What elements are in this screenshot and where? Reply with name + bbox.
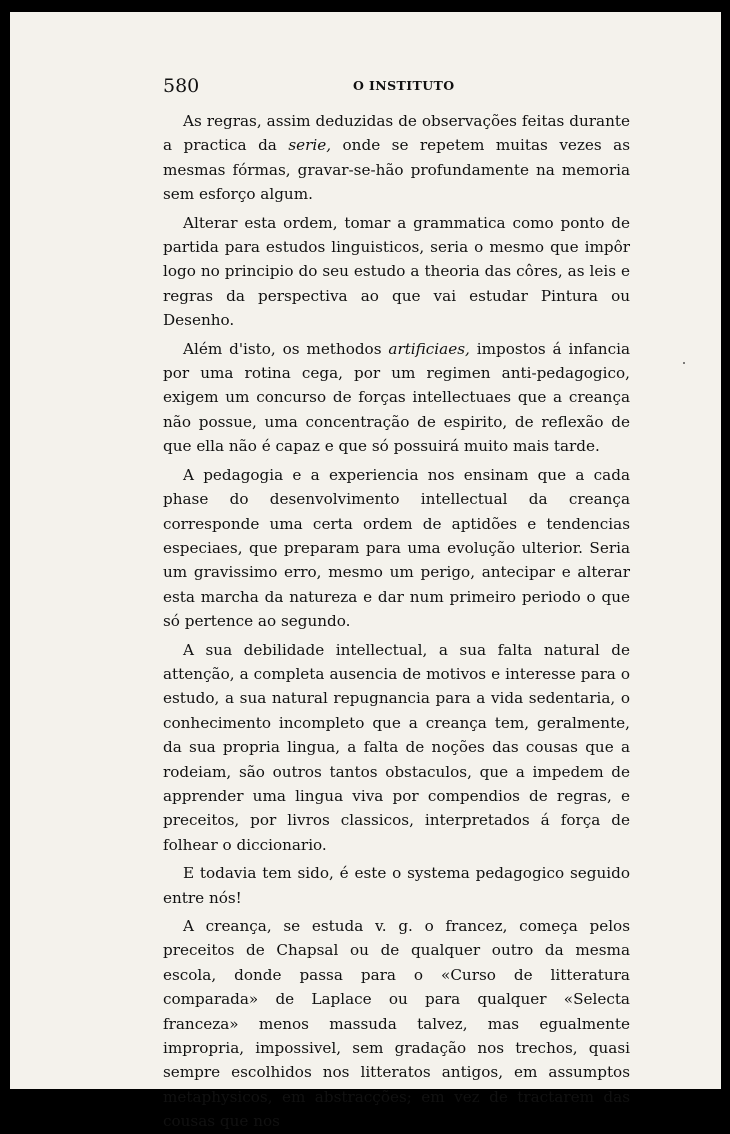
paragraph-1-italic-serie: serie, — [288, 136, 332, 155]
paragraph-7-text: A creança, se estuda v. g. o francez, começa pelos preceitos de Chapsal ou de qualquer outro da mesma escola, donde passa para o «Curso de litteratura comparada» de Laplace ou para qualquer «Selecta franceza» menos massuda talvez, mas egualmente impropria, impossivel, sem gradação nos trechos, quasi sempre escolhidos nos litteratos antigos, em assumptos metaphysicos, em abstracções; em vez de tractarem das cousas que nos — [163, 917, 630, 1131]
paragraph-7 — [163, 914, 630, 1134]
paragraph-5 — [163, 638, 630, 858]
body-text — [163, 109, 630, 1134]
paragraph-4-text: A pedagogia e a experiencia nos ensinam que a cada phase do desenvolvimento intellectual da creança corresponde uma certa ordem de aptidões e tendencias especiaes, que preparam para uma evolução ulterior. Seria um gravissimo erro, mesmo um perigo, antecipar e alterar esta marcha da natureza e dar num primeiro periodo o que só pertence ao segundo. — [163, 465, 630, 631]
page-number: 580 — [163, 75, 200, 97]
paragraph-6 — [163, 861, 630, 910]
paragraph-3-text-b: impostos á infancia por uma rotina cega, por um regimen anti-pedagogico, exigem um concurso de forças intellectuaes que a creança não possue, uma concentração de espirito, de reflexão de que ella não é capaz e que só possuirá muito mais tarde. — [163, 339, 630, 456]
paragraph-3-italic-artificiaes: artificiaes, — [388, 339, 470, 358]
paragraph-1-text-b: onde se repetem muitas vezes as mesmas fórmas, gravar-se-hão profundamente na memoria sem esforço algum. — [163, 136, 630, 204]
page-header — [163, 72, 630, 100]
paragraph-1 — [163, 109, 630, 207]
paragraph-3 — [163, 337, 630, 459]
paragraph-2 — [163, 211, 630, 333]
paragraph-6-text: E todavia tem sido, é este o systema pedagogico seguido entre nós! — [163, 864, 630, 907]
paragraph-5-text: A sua debilidade intellectual, a sua falta natural de attenção, a completa ausencia de motivos e interesse para o estudo, a sua natural repugnancia para a vida sedentaria, o conhecimento incompleto que a creança tem, geralmente, da sua propria lingua, a falta de noções das cousas que a rodeiam, são outros tantos obstaculos, que a impedem de apprender uma lingua viva por compendios de regras, e preceitos, por livros classicos, interpretados á força de folhear o diccionario. — [163, 640, 630, 854]
paragraph-4 — [163, 463, 630, 634]
paragraph-1-text-a: As regras, assim deduzidas de observações feitas durante a practica da — [163, 112, 630, 155]
paper-speck — [683, 362, 685, 364]
paragraph-3-text-a: Além d'isto, os methodos — [183, 339, 389, 358]
running-title: O INSTITUTO — [353, 78, 455, 93]
paragraph-2-text: Alterar esta ordem, tomar a grammatica como ponto de partida para estudos linguisticos, seria o mesmo que impôr logo no principio do seu estudo a theoria das côres, as leis e regras da perspectiva ao que vai estudar Pintura ou Desenho. — [163, 213, 630, 330]
